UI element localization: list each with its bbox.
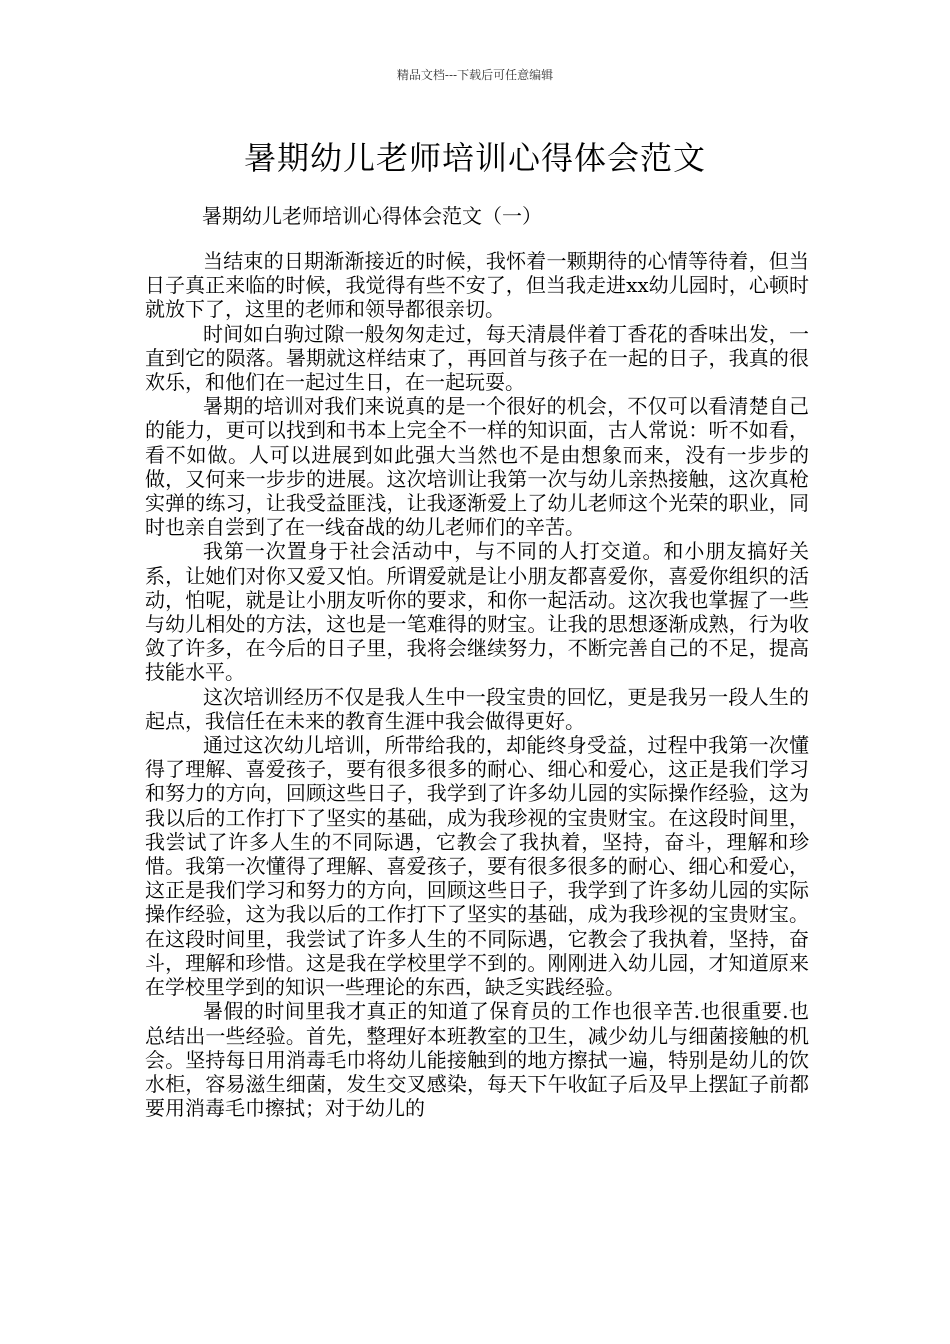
paragraph: 这次培训经历不仅是我人生中一段宝贵的回忆，更是我另一段人生的起点，我信任在未来的教育生涯中我会做得更好。 <box>145 684 809 733</box>
paragraph: 当结束的日期渐渐接近的时候，我怀着一颗期待的心情等待着，但当日子真正来临的时候，我觉得有些不安了，但当我走进xx幼儿园时，心顿时就放下了，这里的老师和领导都很亲切。 <box>145 249 809 322</box>
paragraph: 时间如白驹过隙一般匆匆走过，每天清晨伴着丁香花的香味出发，一直到它的陨落。暑期就这样结束了，再回首与孩子在一起的日子，我真的很欢乐，和他们在一起过生日，在一起玩耍。 <box>145 321 809 395</box>
paragraph: 暑期的培训对我们来说真的是一个很好的机会，不仅可以看清楚自己的能力，更可以找到和书本上完全不一样的知识面，古人常说：听不如看，看不如做。人可以进展到如此强大当然也不是由想象而来，没有一步步的做，又何来一步步的进展。这次培训让我第一次与幼儿亲热接触，这次真枪实弹的练习，让我受益匪浅，让我逐渐爱上了幼儿老师这个光荣的职业，同时也亲自尝到了在一线奋战的幼儿老师们的辛苦。 <box>145 394 809 540</box>
paragraph: 我第一次置身于社会活动中，与不同的人打交道。和小朋友搞好关系，让她们对你又爱又怕。所谓爱就是让小朋友都喜爱你，喜爱你组织的活动，怕呢，就是让小朋友听你的要求，和你一起活动。这次我也掌握了一些与幼儿相处的方法，这也是一笔难得的财宝。让我的思想逐渐成熟，行为收敛了许多，在今后的日子里，我将会继续努力，不断完善自己的不足，提高技能水平。 <box>145 539 809 685</box>
document-title: 暑期幼儿老师培训心得体会范文 <box>243 139 706 177</box>
document-subtitle: 暑期幼儿老师培训心得体会范文（一） <box>202 204 542 228</box>
paragraph: 通过这次幼儿培训，所带给我的，却能终身受益，过程中我第一次懂得了理解、喜爱孩子，要有很多很多的耐心、细心和爱心，这正是我们学习和努力的方向，回顾这些日子，我学到了许多幼儿园的实际操作经验，这为我以后的工作打下了坚实的基础，成为我珍视的宝贵财宝。在这段时间里，我尝试了许多人生的不同际遇，它教会了我执着，坚持，奋斗，理解和珍惜。我第一次懂得了理解、喜爱孩子，要有很多很多的耐心、细心和爱心，这正是我们学习和努力的方向，回顾这些日子，我学到了许多幼儿园的实际操作经验，这为我以后的工作打下了坚实的基础，成为我珍视的宝贵财宝。在这段时间里，我尝试了许多人生的不同际遇，它教会了我执着，坚持，奋斗，理解和珍惜。这是我在学校里学不到的。刚刚进入幼儿园，才知道原来在学校里学到的知识一些理论的东西，缺乏实践经验。 <box>145 733 809 1000</box>
document-body <box>145 249 809 1120</box>
paragraph: 暑假的时间里我才真正的知道了保育员的工作也很辛苦.也很重要.也总结出一些经验。首先，整理好本班教室的卫生，减少幼儿与细菌接触的机会。坚持每日用消毒毛巾将幼儿能接触到的地方擦拭一遍，特别是幼儿的饮水柜，容易滋生细菌，发生交叉感染，每天下午收缸子后及早上摆缸子前都要用消毒毛巾擦拭；对于幼儿的 <box>145 999 809 1121</box>
page-header-watermark: 精品文档---下载后可任意编辑 <box>396 68 554 82</box>
